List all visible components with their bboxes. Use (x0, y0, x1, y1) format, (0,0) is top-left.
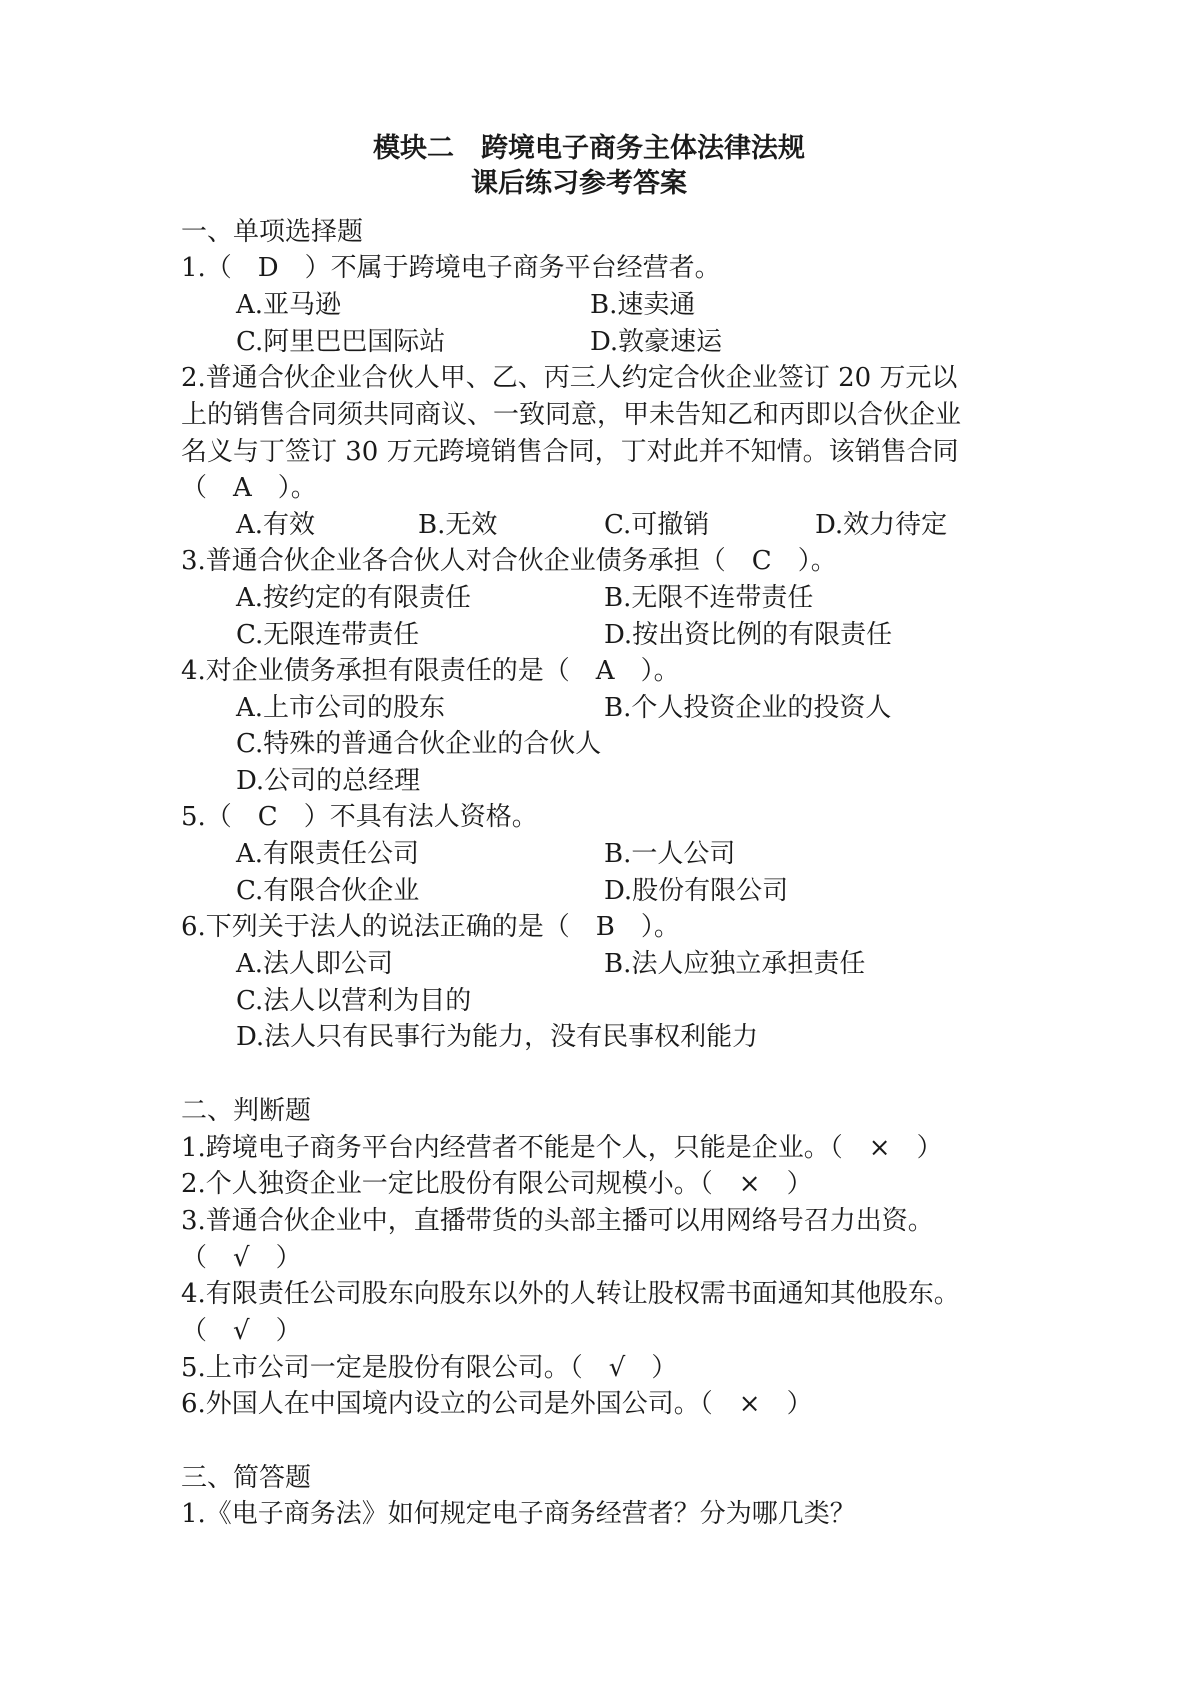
judgment-item-4: 4.有限责任公司股东向股东以外的人转让股权需书面通知其他股东。 (181, 1279, 960, 1309)
q4-stem: 4.对企业债务承担有限责任的是（ A ）。 (181, 656, 680, 686)
q4-option-d: D.公司的总经理 (236, 766, 421, 796)
q1-stem: 1.（ D ）不属于跨境电子商务平台经营者。 (181, 253, 721, 283)
q2-stem-line4: （ A ）。 (181, 473, 317, 503)
q1-option-c: C.阿里巴巴国际站 (236, 327, 446, 357)
judgment-item-4-answer: （ √ ） (181, 1316, 302, 1346)
judgment-item-3-answer: （ √ ） (181, 1243, 302, 1273)
section1-heading: 一、单项选择题 (181, 217, 364, 247)
q1-option-a: A.亚马逊 (236, 290, 342, 320)
q3-option-d: D.按出资比例的有限责任 (604, 620, 893, 650)
q4-option-b: B.个人投资企业的投资人 (604, 693, 892, 723)
document-title-line1: 模块二 跨境电子商务主体法律法规 (373, 133, 805, 164)
q1-option-b: B.速卖通 (590, 290, 696, 320)
q4-option-a: A.上市公司的股东 (236, 693, 446, 723)
short-answer-q1: 1.《电子商务法》如何规定电子商务经营者？分为哪几类？ (181, 1499, 856, 1529)
q4-option-c: C.特殊的普通合伙企业的合伙人 (236, 729, 602, 759)
section2-heading: 二、判断题 (181, 1096, 312, 1126)
q2-option-d: D.效力待定 (815, 510, 948, 540)
q3-option-b: B.无限不连带责任 (604, 583, 814, 613)
document-title-line2: 课后练习参考答案 (471, 168, 687, 199)
judgment-item-6: 6.外国人在中国境内设立的公司是外国公司。（ × ） (181, 1389, 813, 1419)
q6-option-d: D.法人只有民事行为能力，没有民事权利能力 (236, 1022, 759, 1052)
q6-stem: 6.下列关于法人的说法正确的是（ B ）。 (181, 912, 680, 942)
q3-stem: 3.普通合伙企业各合伙人对合伙企业债务承担（ C ）。 (181, 546, 837, 576)
q6-option-a: A.法人即公司 (236, 949, 394, 979)
q5-option-a: A.有限责任公司 (236, 839, 420, 869)
q2-stem-line1: 2.普通合伙企业合伙人甲、乙、丙三人约定合伙企业签订 20 万元以 (181, 363, 958, 393)
section3-heading: 三、简答题 (181, 1463, 312, 1493)
q5-option-b: B.一人公司 (604, 839, 736, 869)
q5-option-c: C.有限合伙企业 (236, 876, 420, 906)
q6-option-b: B.法人应独立承担责任 (604, 949, 866, 979)
q2-stem-line3: 名义与丁签订 30 万元跨境销售合同，丁对此并不知情。该销售合同 (181, 437, 959, 467)
judgment-item-1: 1.跨境电子商务平台内经营者不能是个人，只能是企业。（ × ） (181, 1133, 943, 1163)
q5-option-d: D.股份有限公司 (604, 876, 789, 906)
q2-option-a: A.有效 (236, 510, 316, 540)
judgment-item-3: 3.普通合伙企业中，直播带货的头部主播可以用网络号召力出资。 (181, 1206, 934, 1236)
judgment-item-5: 5.上市公司一定是股份有限公司。（ √ ） (181, 1353, 678, 1383)
q2-stem-line2: 上的销售合同须共同商议、一致同意，甲未告知乙和丙即以合伙企业 (181, 400, 962, 430)
q3-option-c: C.无限连带责任 (236, 620, 420, 650)
q3-option-a: A.按约定的有限责任 (236, 583, 472, 613)
q2-option-b: B.无效 (418, 510, 498, 540)
q5-stem: 5.（ C ）不具有法人资格。 (181, 802, 538, 832)
q1-option-d: D.敦豪速运 (590, 327, 723, 357)
judgment-item-2: 2.个人独资企业一定比股份有限公司规模小。（ × ） (181, 1169, 813, 1199)
q6-option-c: C.法人以营利为目的 (236, 986, 472, 1016)
q2-option-c: C.可撤销 (604, 510, 710, 540)
